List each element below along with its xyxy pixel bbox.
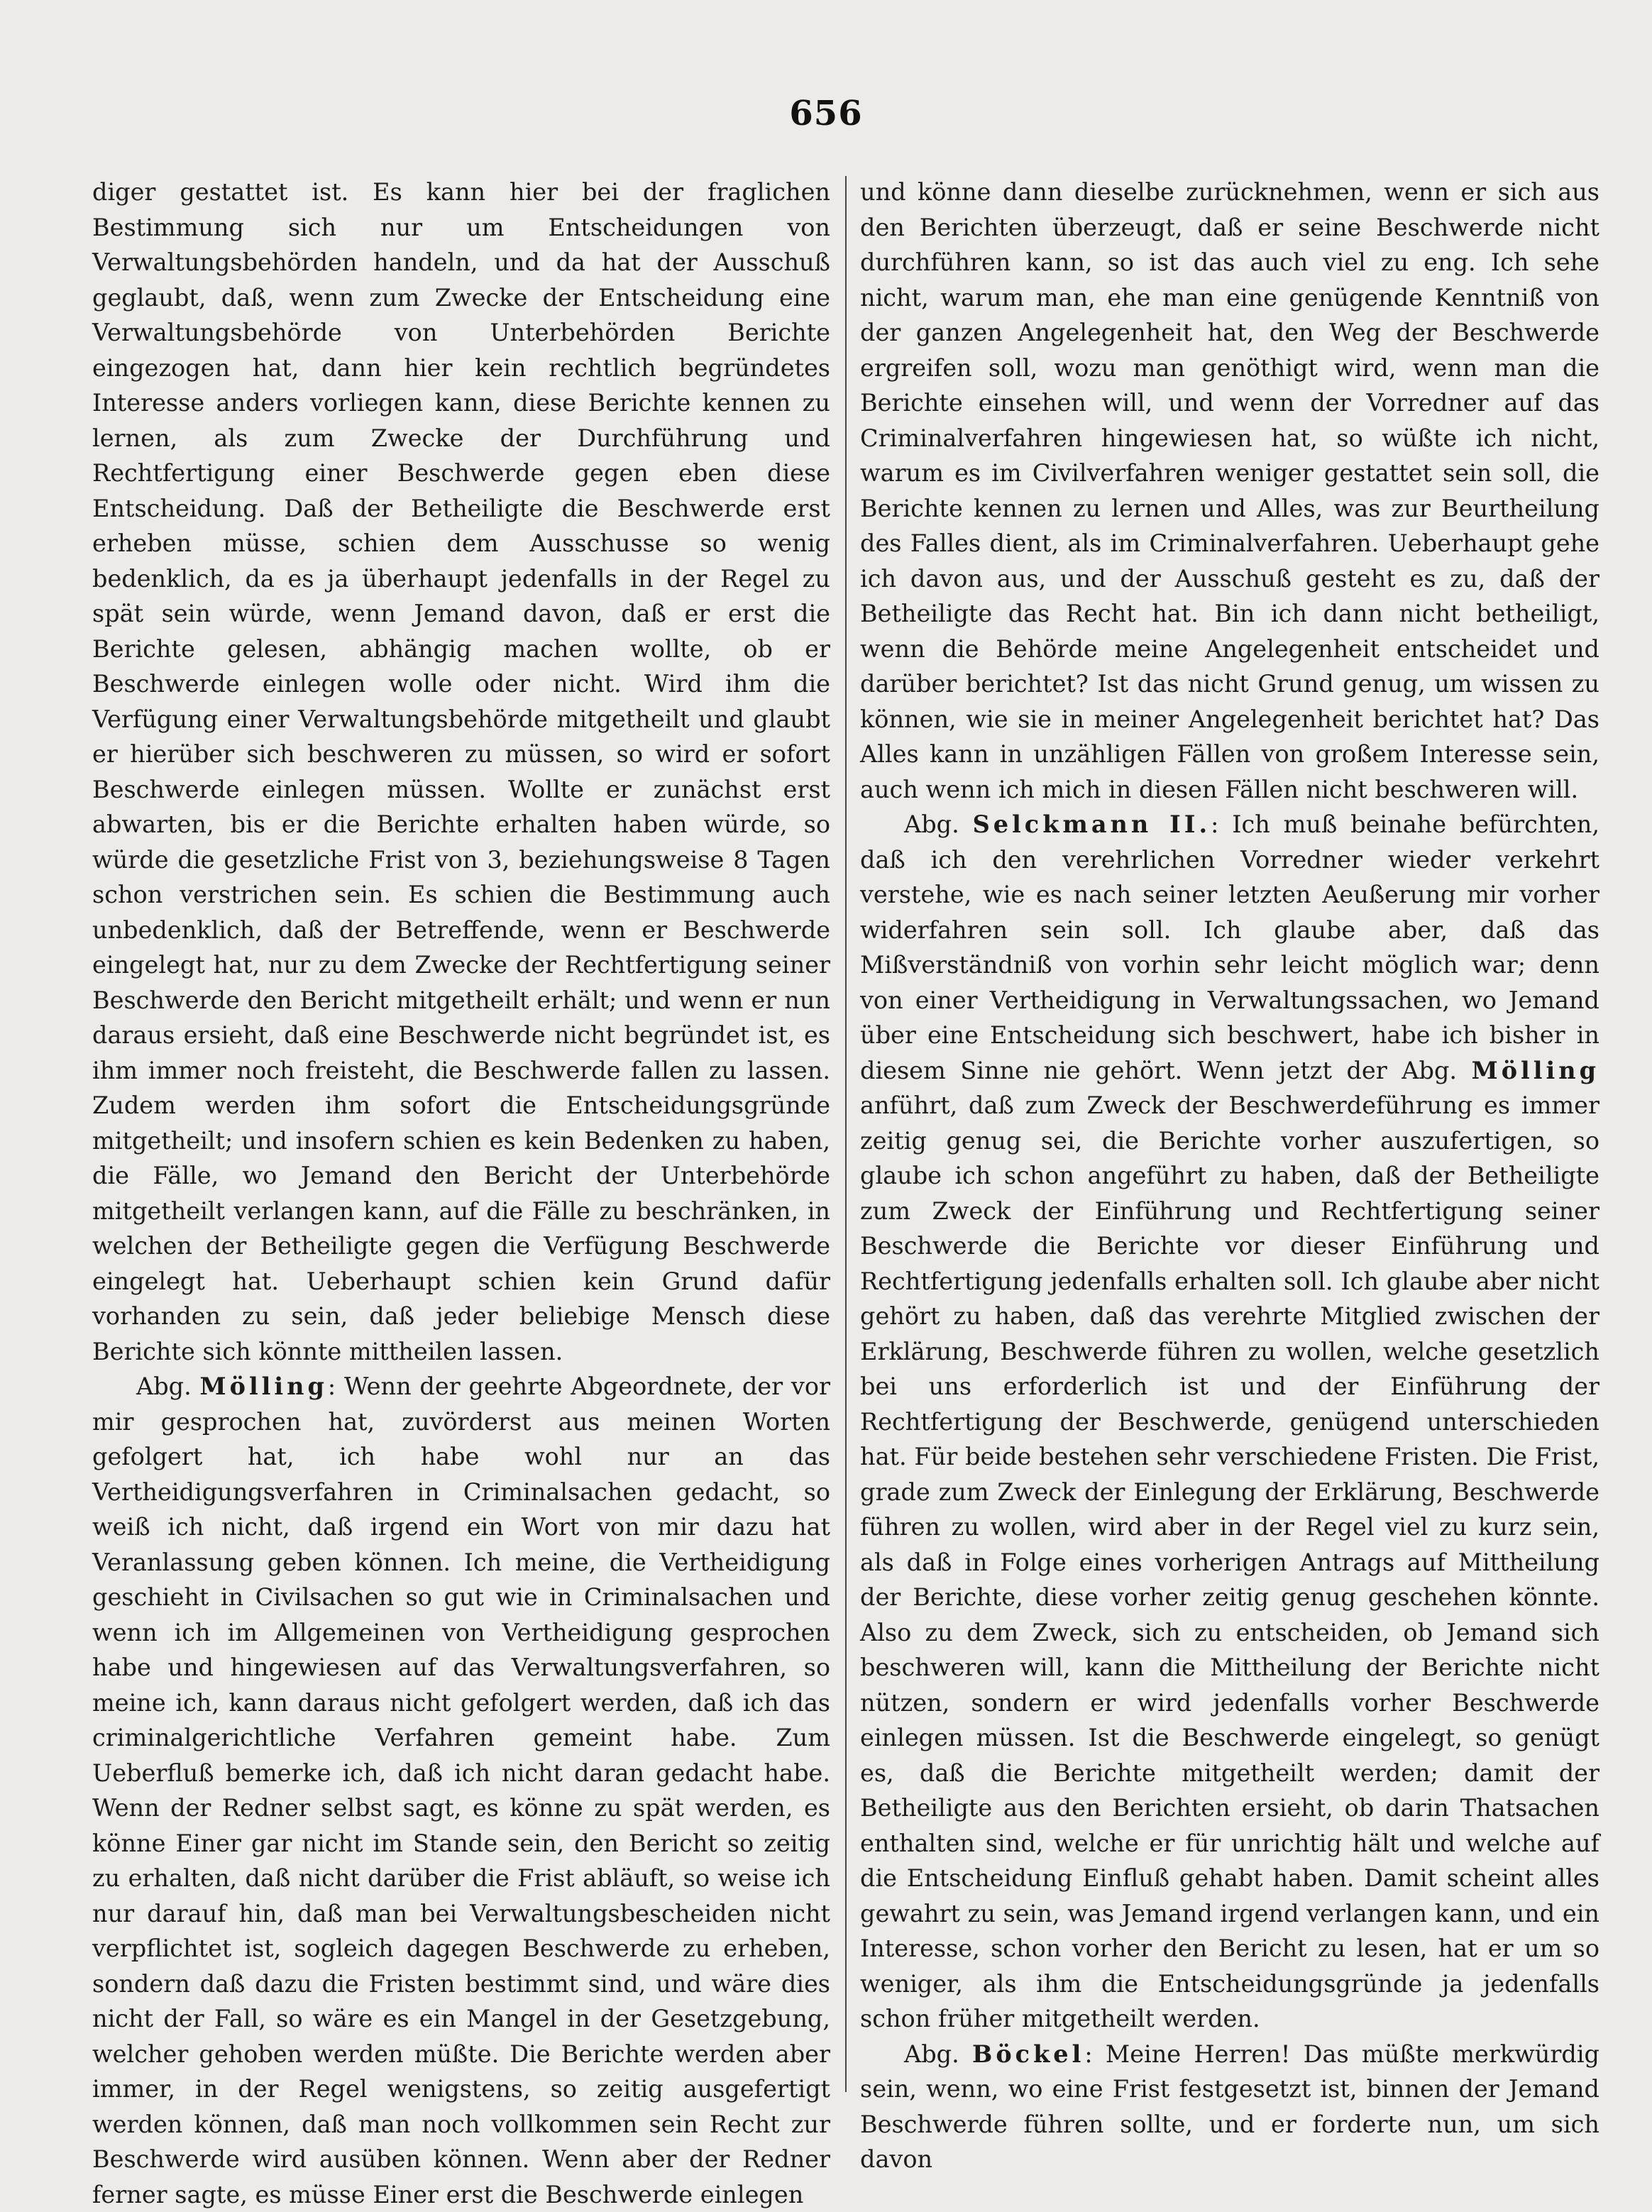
speaker-name: Selckmann II. [972, 810, 1211, 838]
speaker-prefix: Abg. [904, 810, 959, 838]
page-number: 656 [789, 94, 863, 133]
speech-text: : Meine Herren! Das müßte merkwürdig sein, wenn, wo eine Frist festgesetzt ist, binnen der Jemand Beschwerde führen sollte, und er forderte nun, um sich davon [860, 2040, 1599, 2173]
speaker-name: Mölling [199, 1372, 328, 1400]
left-paragraph-2 [92, 1369, 830, 2212]
right-column [860, 175, 1599, 2177]
right-paragraph-3 [860, 2037, 1599, 2177]
right-paragraph-2 [860, 807, 1599, 2037]
speaker-prefix: Abg. [136, 1372, 192, 1400]
speaker-name: Böckel [972, 2040, 1085, 2068]
right-paragraph-1: und könne dann dieselbe zurücknehmen, wenn er sich aus den Berichten überzeugt, daß er seine Beschwerde nicht durchführen kann, so ist das auch viel zu eng. Ich sehe nicht, warum man, ehe man eine genügende Kenntniß von der ganzen Angelegenheit hat, den Weg der Beschwerde ergreifen soll, wozu man genöthigt wird, wenn man die Berichte einsehen will, und wenn der Vorredner auf das Criminalverfahren hingewiesen hat, so wüßte ich nicht, warum es im Civilverfahren weniger gestattet sein soll, die Berichte kennen zu lernen und Alles, was zur Beurtheilung des Falles dient, als im Criminalverfahren. Ueberhaupt gehe ich davon aus, und der Ausschuß gesteht es zu, daß der Betheiligte das Recht hat. Bin ich dann nicht betheiligt, wenn die Behörde meine Angelegenheit entscheidet und darüber berichtet? Ist das nicht Grund genug, um wissen zu können, wie sie in meiner Angelegenheit berichtet hat? Das Alles kann in unzähligen Fällen von großem Interesse sein, auch wenn ich mich in diesen Fällen nicht beschweren will. [860, 178, 1599, 803]
speaker-name-inline: Mölling [1471, 1056, 1599, 1084]
speech-text: : Ich muß beinahe befürchten, daß ich den verehrlichen Vorredner wieder verkehrt verstehe, wie es nach seiner letzten Aeußerung mir vorher widerfahren sein soll. Ich glaube aber, daß das Mißverständniß von vorhin sehr leicht möglich war; denn von einer Vertheidigung in Verwaltungssachen, wo Jemand über eine Entscheidung sich beschwert, habe ich bisher in diesem Sinne nie gehört. Wenn jetzt der Abg. [860, 810, 1599, 1084]
speech-text-continued: anführt, daß zum Zweck der Beschwerdeführung es immer zeitig genug sei, die Berichte vorher auszufertigen, so glaube ich schon angeführt zu haben, daß der Betheiligte zum Zweck der Einführung und Rechtfertigung seiner Beschwerde die Berichte vor dieser Einführung und Rechtfertigung jedenfalls erhalten soll. Ich glaube aber nicht gehört zu haben, daß das verehrte Mitglied zwischen der Erklärung, Beschwerde führen zu wollen, welche gesetzlich bei uns erforderlich ist und der Einführung der Rechtfertigung der Beschwerde, genügend unterschieden hat. Für beide bestehen sehr verschiedene Fristen. Die Frist, grade zum Zweck der Einlegung der Erklärung, Beschwerde führen zu wollen, wird aber in der Regel viel zu kurz sein, als daß in Folge eines vorherigen Antrags auf Mittheilung der Berichte, diese vorher zeitig genug geschehen könnte. Also zu dem Zweck, sich zu entscheiden, ob Jemand sich beschweren will, kann die Mittheilung der Berichte nicht nützen, sondern er wird jedenfalls vorher Beschwerde einlegen müssen. Ist die Beschwerde eingelegt, so genügt es, daß die Berichte mitgetheilt werden; damit der Betheiligte aus den Berichten ersieht, ob darin Thatsachen enthalten sind, welche er für unrichtig hält und welche auf die Entscheidung Einfluß gehabt haben. Damit scheint alles gewahrt zu sein, was Jemand irgend verlangen kann, und ein Interesse, schon vorher den Bericht zu lesen, hat er um so weniger, als ihm die Entscheidungsgründe ja jedenfalls schon früher mitgetheilt werden. [860, 1091, 1599, 2032]
column-divider [845, 176, 847, 2092]
left-paragraph-1: diger gestattet ist. Es kann hier bei der fraglichen Bestimmung sich nur um Entscheidungen von Verwaltungsbehörden handeln, und da hat der Ausschuß geglaubt, daß, wenn zum Zwecke der Entscheidung eine Verwaltungsbehörde von Unterbehörden Berichte eingezogen hat, dann hier kein rechtlich begründetes Interesse anders vorliegen kann, diese Berichte kennen zu lernen, als zum Zwecke der Durchführung und Rechtfertigung einer Beschwerde gegen eben diese Entscheidung. Daß der Betheiligte die Beschwerde erst erheben müsse, schien dem Ausschusse so wenig bedenklich, da es ja überhaupt jedenfalls in der Regel zu spät sein würde, wenn Jemand davon, daß er erst die Berichte gelesen, abhängig machen wollte, ob er Beschwerde einlegen wolle oder nicht. Wird ihm die Verfügung einer Verwaltungsbehörde mitgetheilt und glaubt er hierüber sich beschweren zu müssen, so wird er sofort Beschwerde einlegen müssen. Wollte er zunächst erst abwarten, bis er die Berichte erhalten haben würde, so würde die gesetzliche Frist von 3, beziehungsweise 8 Tagen schon verstrichen sein. Es schien die Bestimmung auch unbedenklich, daß der Betreffende, wenn er Beschwerde eingelegt hat, nur zu dem Zwecke der Rechtfertigung seiner Beschwerde den Bericht mitgetheilt erhält; und wenn er nun daraus ersieht, daß eine Beschwerde nicht begründet ist, es ihm immer noch freisteht, die Beschwerde fallen zu lassen. Zudem werden ihm sofort die Entscheidungsgründe mitgetheilt; und insofern schien es kein Bedenken zu haben, die Fälle, wo Jemand den Bericht der Unterbehörde mitgetheilt verlangen kann, auf die Fälle zu beschränken, in welchen der Betheiligte gegen die Verfügung Beschwerde eingelegt hat. Ueberhaupt schien kein Grund dafür vorhanden zu sein, daß jeder beliebige Mensch diese Berichte sich könnte mittheilen lassen. [92, 178, 830, 1365]
speaker-prefix: Abg. [904, 2040, 959, 2068]
speech-text: : Wenn der geehrte Abgeordnete, der vor mir gesprochen hat, zuvörderst aus meinen Worten gefolgert hat, ich habe wohl nur an das Vertheidigungsverfahren in Criminalsachen gedacht, so weiß ich nicht, daß irgend ein Wort von mir dazu hat Veranlassung geben können. Ich meine, die Vertheidigung geschieht in Civilsachen so gut wie in Criminalsachen und wenn ich im Allgemeinen von Vertheidigung gesprochen habe und hingewiesen auf das Verwaltungsverfahren, so meine ich, kann daraus nicht gefolgert werden, daß ich das criminalgerichtliche Verfahren gemeint habe. Zum Ueberfluß bemerke ich, daß ich nicht daran gedacht habe. Wenn der Redner selbst sagt, es könne zu spät werden, es könne Einer gar nicht im Stande sein, den Bericht so zeitig zu erhalten, daß nicht darüber die Frist abläuft, so weise ich nur darauf hin, daß man bei Verwaltungsbescheiden nicht verpflichtet ist, sogleich dagegen Beschwerde zu erheben, sondern daß dazu die Fristen bestimmt sind, und wäre dies nicht der Fall, so wäre es ein Mangel in der Gesetzgebung, welcher gehoben werden müßte. Die Berichte werden aber immer, in der Regel wenigstens, so zeitig ausgefertigt werden können, daß man noch vollkommen sein Recht zur Beschwerde wird ausüben können. Wenn aber der Redner ferner sagte, es müsse Einer erst die Beschwerde einlegen [92, 1372, 831, 2208]
left-column [92, 175, 830, 2212]
